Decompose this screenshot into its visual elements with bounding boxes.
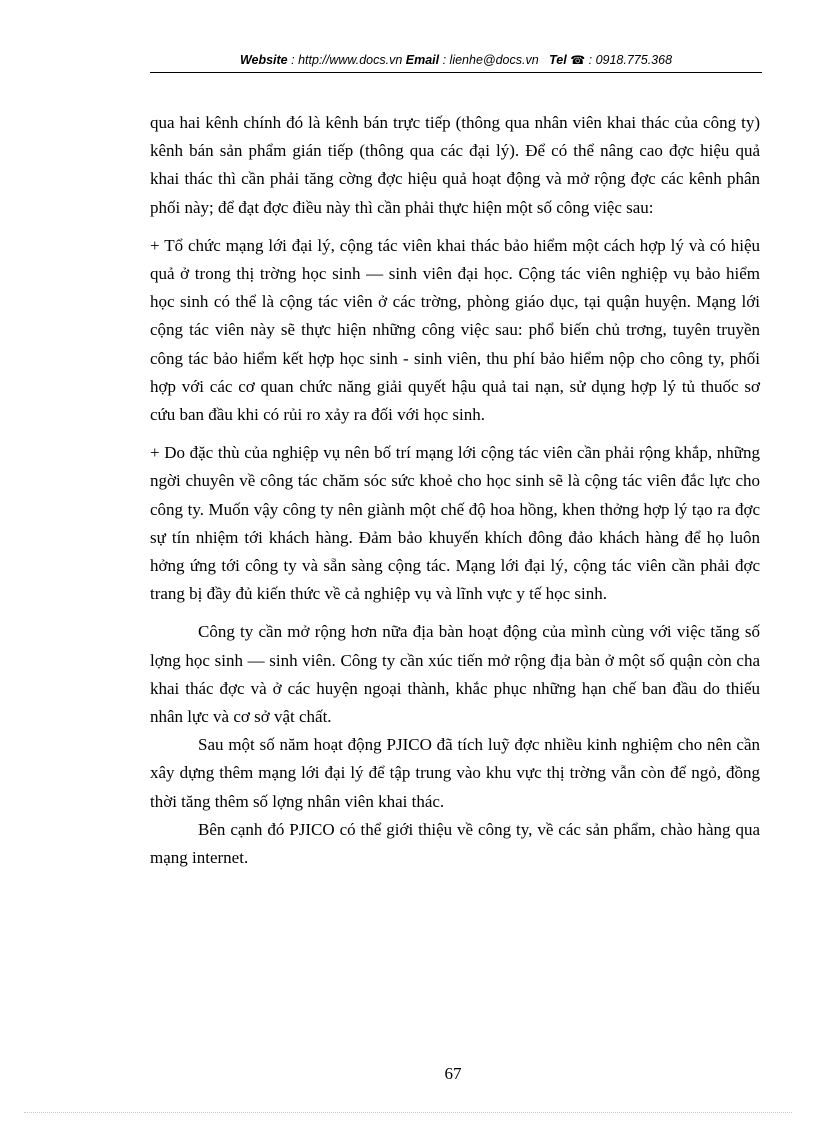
email-separator: : xyxy=(439,53,450,67)
tel-label: Tel xyxy=(549,53,567,67)
tel-number: 0918.775.368 xyxy=(595,53,673,67)
page-header xyxy=(150,50,762,73)
paragraph-bullet-network: + Tổ chức mạng lới đại lý, cộng tác viên khai thác bảo hiểm một cách hợp lý và có hiệu quả ở trong thị trờng học sinh — sinh viên đại học. Cộng tác viên nghiệp vụ bảo hiểm học sinh có thể là cộng tác viên ở các trờng, phòng giáo dục, tại quận huyện. Mạng lới cộng tác viên này sẽ thực hiện những công việc sau: phổ biến chủ trơng, tuyên truyền công tác bảo hiểm kết hợp học sinh - sinh viên, thu phí bảo hiểm nộp cho công ty, phối hợp với các cơ quan chức năng giải quyết hậu quả tai nạn, sử dụng hợp lý tủ thuốc sơ cứu ban đầu khi có rủi ro xảy ra đối với học sinh. xyxy=(150,235,760,425)
tel-separator: : xyxy=(585,53,596,67)
paragraph-intro: qua hai kênh chính đó là kênh bán trực tiếp (thông qua nhân viên khai thác của công ty) kênh bán sản phẩm gián tiếp (thông qua các đại lý). Để có thể nâng cao đợc hiệu quả khai thác thì cần phải tăng cờng đợc hiệu quả hoạt động và mở rộng đợc các kênh phân phối này; để đạt đợc điều này thì cần phải thực hiện một số công việc sau: xyxy=(150,113,760,217)
email-address[interactable]: lienhe@docs.vn xyxy=(449,53,539,67)
website-label: Website xyxy=(239,53,288,67)
paragraph-pjico-experience: Sau một số năm hoạt động PJICO đã tích luỹ đợc nhiều kinh nghiệm cho nên cần xây dựng thêm mạng lới đại lý để tập trung vào khu vực thị trờng vẫn còn để ngỏ, đồng thời tăng thêm số lợng nhân viên khai thác. xyxy=(150,735,760,811)
paragraph-expand-area: Công ty cần mở rộng hơn nữa địa bàn hoạt động của mình cùng với việc tăng số lợng học sinh — sinh viên. Công ty cần xúc tiến mở rộng địa bàn ở một số quận còn cha khai thác đợc và ở các huyện ngoại thành, khắc phục những hạn chế ban đầu do thiếu nhân lực và cơ sở vật chất. xyxy=(150,622,760,727)
paragraph-bullet-collaborators: + Do đặc thù của nghiệp vụ nên bố trí mạng lới cộng tác viên cần phải rộng khắp, những ngời chuyên về công tác chăm sóc sức khoẻ cho học sinh sẽ là cộng tác viên đắc lực cho công ty. Muốn vậy công ty nên giành một chế độ hoa hồng, khen thởng hợp lý tạo ra đợc sự tín nhiệm tới khách hàng. Đảm bảo khuyến khích đông đảo khách hàng để họ luôn hởng ứng tới công ty và sẵn sàng cộng tác. Mạng lới đại lý, cộng tác viên cần phải đợc trang bị đầy đủ kiến thức về cả nghiệp vụ và lĩnh vực y tế học sinh. xyxy=(150,443,760,604)
document-body xyxy=(150,109,760,872)
email-label: Email xyxy=(405,53,440,67)
page-number: 67 xyxy=(444,1064,462,1083)
website-url[interactable]: http://www.docs.vn xyxy=(298,53,403,67)
phone-icon: ☎ xyxy=(570,53,586,67)
website-separator: : xyxy=(287,53,299,67)
paragraph-internet: Bên cạnh đó PJICO có thể giới thiệu về công ty, về các sản phẩm, chào hàng qua mạng internet. xyxy=(150,819,760,868)
page-bottom-divider xyxy=(24,1112,792,1113)
